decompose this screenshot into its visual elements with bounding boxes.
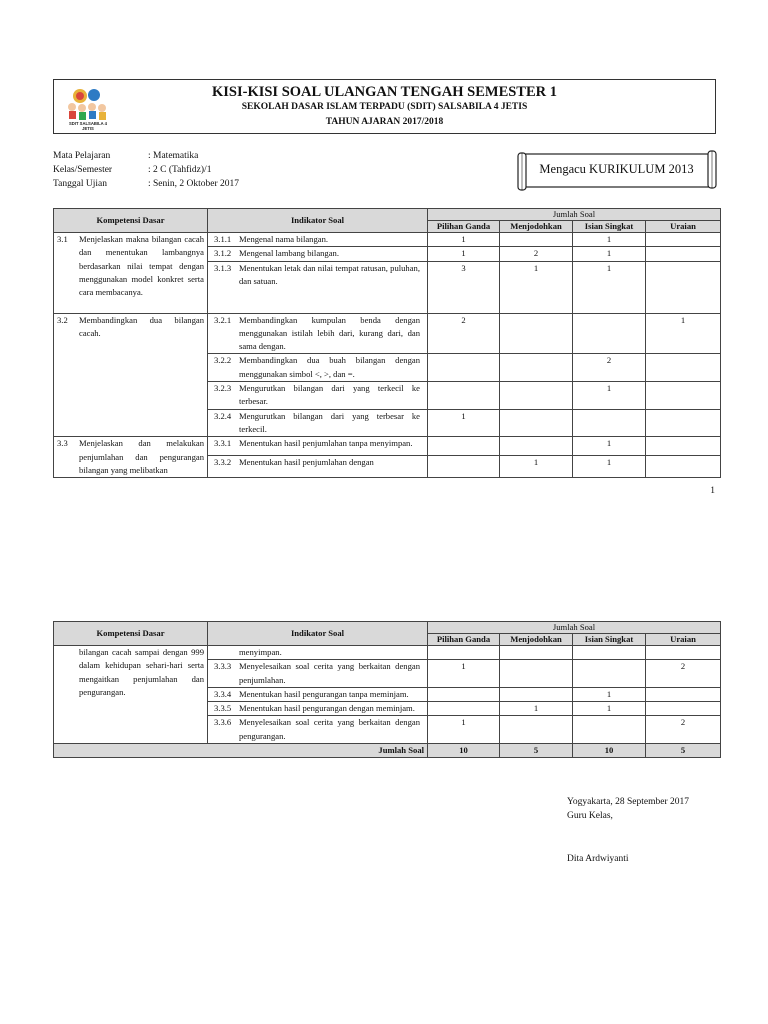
ur-count <box>646 233 721 247</box>
total-mj: 5 <box>500 744 573 758</box>
is-count <box>573 660 646 688</box>
indicator-text: Mengenal nama bilangan. <box>239 234 329 244</box>
signature-name: Dita Ardwiyanti <box>567 854 629 864</box>
is-count: 1 <box>573 261 646 313</box>
indicator-code: 3.3.5 <box>214 703 232 714</box>
total-ur: 5 <box>646 744 721 758</box>
kd-code: 3.3 <box>57 438 68 449</box>
indicator-text: Menyelesaikan soal cerita yang berkaitan dengan penjumlahan. <box>239 661 420 685</box>
indicator-code: 3.3.4 <box>214 688 232 699</box>
kd-text: Membandingkan dua bilangan cacah. <box>79 314 204 338</box>
indicator-code: 3.3.3 <box>214 661 232 672</box>
mj-count <box>500 409 573 437</box>
indicator-text: Menentukan hasil penjumlahan dengan <box>239 457 374 468</box>
indicator-code: 3.2.1 <box>214 314 232 325</box>
header-indikator-soal: Indikator Soal <box>208 209 428 233</box>
header-kompetensi-dasar: Kompetensi Dasar <box>54 622 208 646</box>
mj-count: 2 <box>500 247 573 261</box>
kd-cell <box>54 646 208 744</box>
mj-count <box>500 382 573 410</box>
is-count: 1 <box>573 437 646 456</box>
ur-count <box>646 687 721 701</box>
indicator-code: 3.3.6 <box>214 717 232 728</box>
kd-text: Menjelaskan dan melakukan penjumlahan dan pengurangan bilangan yang melibatkan <box>79 438 204 475</box>
is-count: 1 <box>573 687 646 701</box>
subject-value: : Matematika <box>148 151 199 161</box>
header-pilihan-ganda: Pilihan Ganda <box>428 634 500 646</box>
pg-count: 1 <box>428 716 500 744</box>
header-jumlah-soal: Jumlah Soal <box>428 622 721 634</box>
kd-text: bilangan cacah sampai dengan 999 dalam kehidupan sehari-hari serta mengaitkan penjumlahan dan pengurangan. <box>79 647 204 697</box>
pg-count: 1 <box>428 660 500 688</box>
pg-count <box>428 354 500 382</box>
header-menjodohkan: Menjodohkan <box>500 634 573 646</box>
indicator-text: Menentukan hasil pengurangan dengan meminjam. <box>239 703 415 714</box>
header-uraian: Uraian <box>646 634 721 646</box>
indicator-text: Menyelesaikan soal cerita yang berkaitan dengan pengurangan. <box>239 717 420 741</box>
class-value: : 2 C (Tahfidz)/1 <box>148 165 212 175</box>
indicator-code: 3.3.1 <box>214 438 232 449</box>
indicator-text: Mengenal lambang bilangan. <box>239 248 339 259</box>
header-kompetensi-dasar: Kompetensi Dasar <box>54 209 208 233</box>
class-label: Kelas/Semester <box>53 165 113 175</box>
kd-cell <box>54 437 208 478</box>
ur-count <box>646 702 721 716</box>
pg-count: 1 <box>428 247 500 261</box>
header-jumlah-soal: Jumlah Soal <box>428 209 721 221</box>
logo-text-line-2: JETIS <box>82 126 94 131</box>
pg-count <box>428 382 500 410</box>
indicator-code: 3.2.3 <box>214 383 232 394</box>
indicator-code: 3.1.3 <box>214 262 232 273</box>
is-count: 1 <box>573 233 646 247</box>
kisi-kisi-table-page-1 <box>53 208 721 478</box>
kd-code: 3.1 <box>57 234 68 244</box>
pg-count <box>428 702 500 716</box>
kd-cell <box>54 313 208 437</box>
total-row <box>54 744 721 758</box>
logo-text-line-1: SDIT SALSABILA 4 <box>68 121 108 126</box>
header-isian-singkat: Isian Singkat <box>573 221 646 233</box>
mj-count: 1 <box>500 261 573 313</box>
indicator-code: 3.1.2 <box>214 248 232 259</box>
exam-date-label: Tanggal Ujian <box>53 179 107 189</box>
total-pg: 10 <box>428 744 500 758</box>
mj-count: 1 <box>500 702 573 716</box>
indicator-text: Mengurutkan bilangan dari yang terbesar ke terkecil. <box>239 410 420 434</box>
signature-role: Guru Kelas, <box>567 811 613 821</box>
pg-count <box>428 437 500 456</box>
document-title: KISI-KISI SOAL ULANGAN TENGAH SEMESTER 1 <box>211 84 557 100</box>
ur-count <box>646 437 721 456</box>
ur-count: 2 <box>646 716 721 744</box>
indicator-text: Mengurutkan bilangan dari yang terkecil ke terbesar. <box>239 383 420 407</box>
exam-date-value: : Senin, 2 Oktober 2017 <box>148 179 240 189</box>
ur-count: 1 <box>646 313 721 354</box>
indicator-text: menyimpan. <box>239 647 282 657</box>
indicator-code: 3.2.4 <box>214 410 232 421</box>
is-count <box>573 409 646 437</box>
indicator-text: Menentukan letak dan nilai tempat ratusan, puluhan, dan satuan. <box>239 262 420 286</box>
academic-year: TAHUN AJARAN 2017/2018 <box>325 117 444 127</box>
mj-count <box>500 660 573 688</box>
indicator-text: Menentukan hasil pengurangan tanpa meminjam. <box>239 688 409 699</box>
indicator-code: 3.2.2 <box>214 355 232 366</box>
indicator-text: Membandingkan dua buah bilangan dengan menggunakan simbol <, >, dan =. <box>239 355 420 379</box>
curriculum-banner <box>514 150 719 192</box>
pg-count: 1 <box>428 409 500 437</box>
ur-count <box>646 409 721 437</box>
pg-count: 3 <box>428 261 500 313</box>
mj-count <box>500 313 573 354</box>
mj-count: 1 <box>500 456 573 478</box>
header-indikator-soal: Indikator Soal <box>208 622 428 646</box>
header-menjodohkan: Menjodohkan <box>500 221 573 233</box>
is-count <box>573 716 646 744</box>
ur-count <box>646 456 721 478</box>
pg-count: 1 <box>428 233 500 247</box>
ur-count <box>646 354 721 382</box>
ur-count <box>646 382 721 410</box>
mj-count <box>500 233 573 247</box>
ur-count: 2 <box>646 660 721 688</box>
header-pilihan-ganda: Pilihan Ganda <box>428 221 500 233</box>
indicator-code: 3.3.2 <box>214 457 232 468</box>
is-count: 1 <box>573 247 646 261</box>
mj-count <box>500 437 573 456</box>
subject-label: Mata Pelajaran <box>53 151 111 161</box>
is-count: 2 <box>573 354 646 382</box>
is-count <box>573 313 646 354</box>
indicator-text: Membandingkan kumpulan benda dengan menggunakan istilah lebih dari, kurang dari, dan sama dengan. <box>239 314 420 352</box>
mj-count <box>500 354 573 382</box>
pg-count: 2 <box>428 313 500 354</box>
total-label: Jumlah Soal <box>54 744 428 758</box>
header-isian-singkat: Isian Singkat <box>573 634 646 646</box>
table-row <box>54 313 721 354</box>
ur-count <box>646 261 721 313</box>
header-uraian: Uraian <box>646 221 721 233</box>
kd-cell <box>54 233 208 314</box>
indicator-text: Menentukan hasil penjumlahan tanpa menyimpan. <box>239 438 413 449</box>
school-name: SEKOLAH DASAR ISLAM TERPADU (SDIT) SALSABILA 4 JETIS <box>241 102 528 112</box>
page-number: 1 <box>710 486 715 496</box>
document-header <box>53 79 716 134</box>
pg-count <box>428 456 500 478</box>
table-row <box>54 437 721 456</box>
ur-count <box>646 247 721 261</box>
is-count: 1 <box>573 702 646 716</box>
table-row <box>54 233 721 247</box>
mj-count <box>500 716 573 744</box>
is-count: 1 <box>573 456 646 478</box>
kd-code: 3.2 <box>57 314 68 325</box>
pg-count <box>428 687 500 701</box>
curriculum-text: Mengacu KURIKULUM 2013 <box>539 162 694 176</box>
kd-text: Menjelaskan makna bilangan cacah dan menentukan lambangnya berdasarkan nilai tempat dengan menggunakan model konkret serta cara membacanya. <box>79 234 204 298</box>
table-row <box>54 646 721 660</box>
signature-place-date: Yogyakarta, 28 September 2017 <box>567 797 689 807</box>
kisi-kisi-table-page-2 <box>53 621 721 758</box>
total-is: 10 <box>573 744 646 758</box>
is-count: 1 <box>573 382 646 410</box>
mj-count <box>500 687 573 701</box>
indicator-code: 3.1.1 <box>214 234 232 244</box>
